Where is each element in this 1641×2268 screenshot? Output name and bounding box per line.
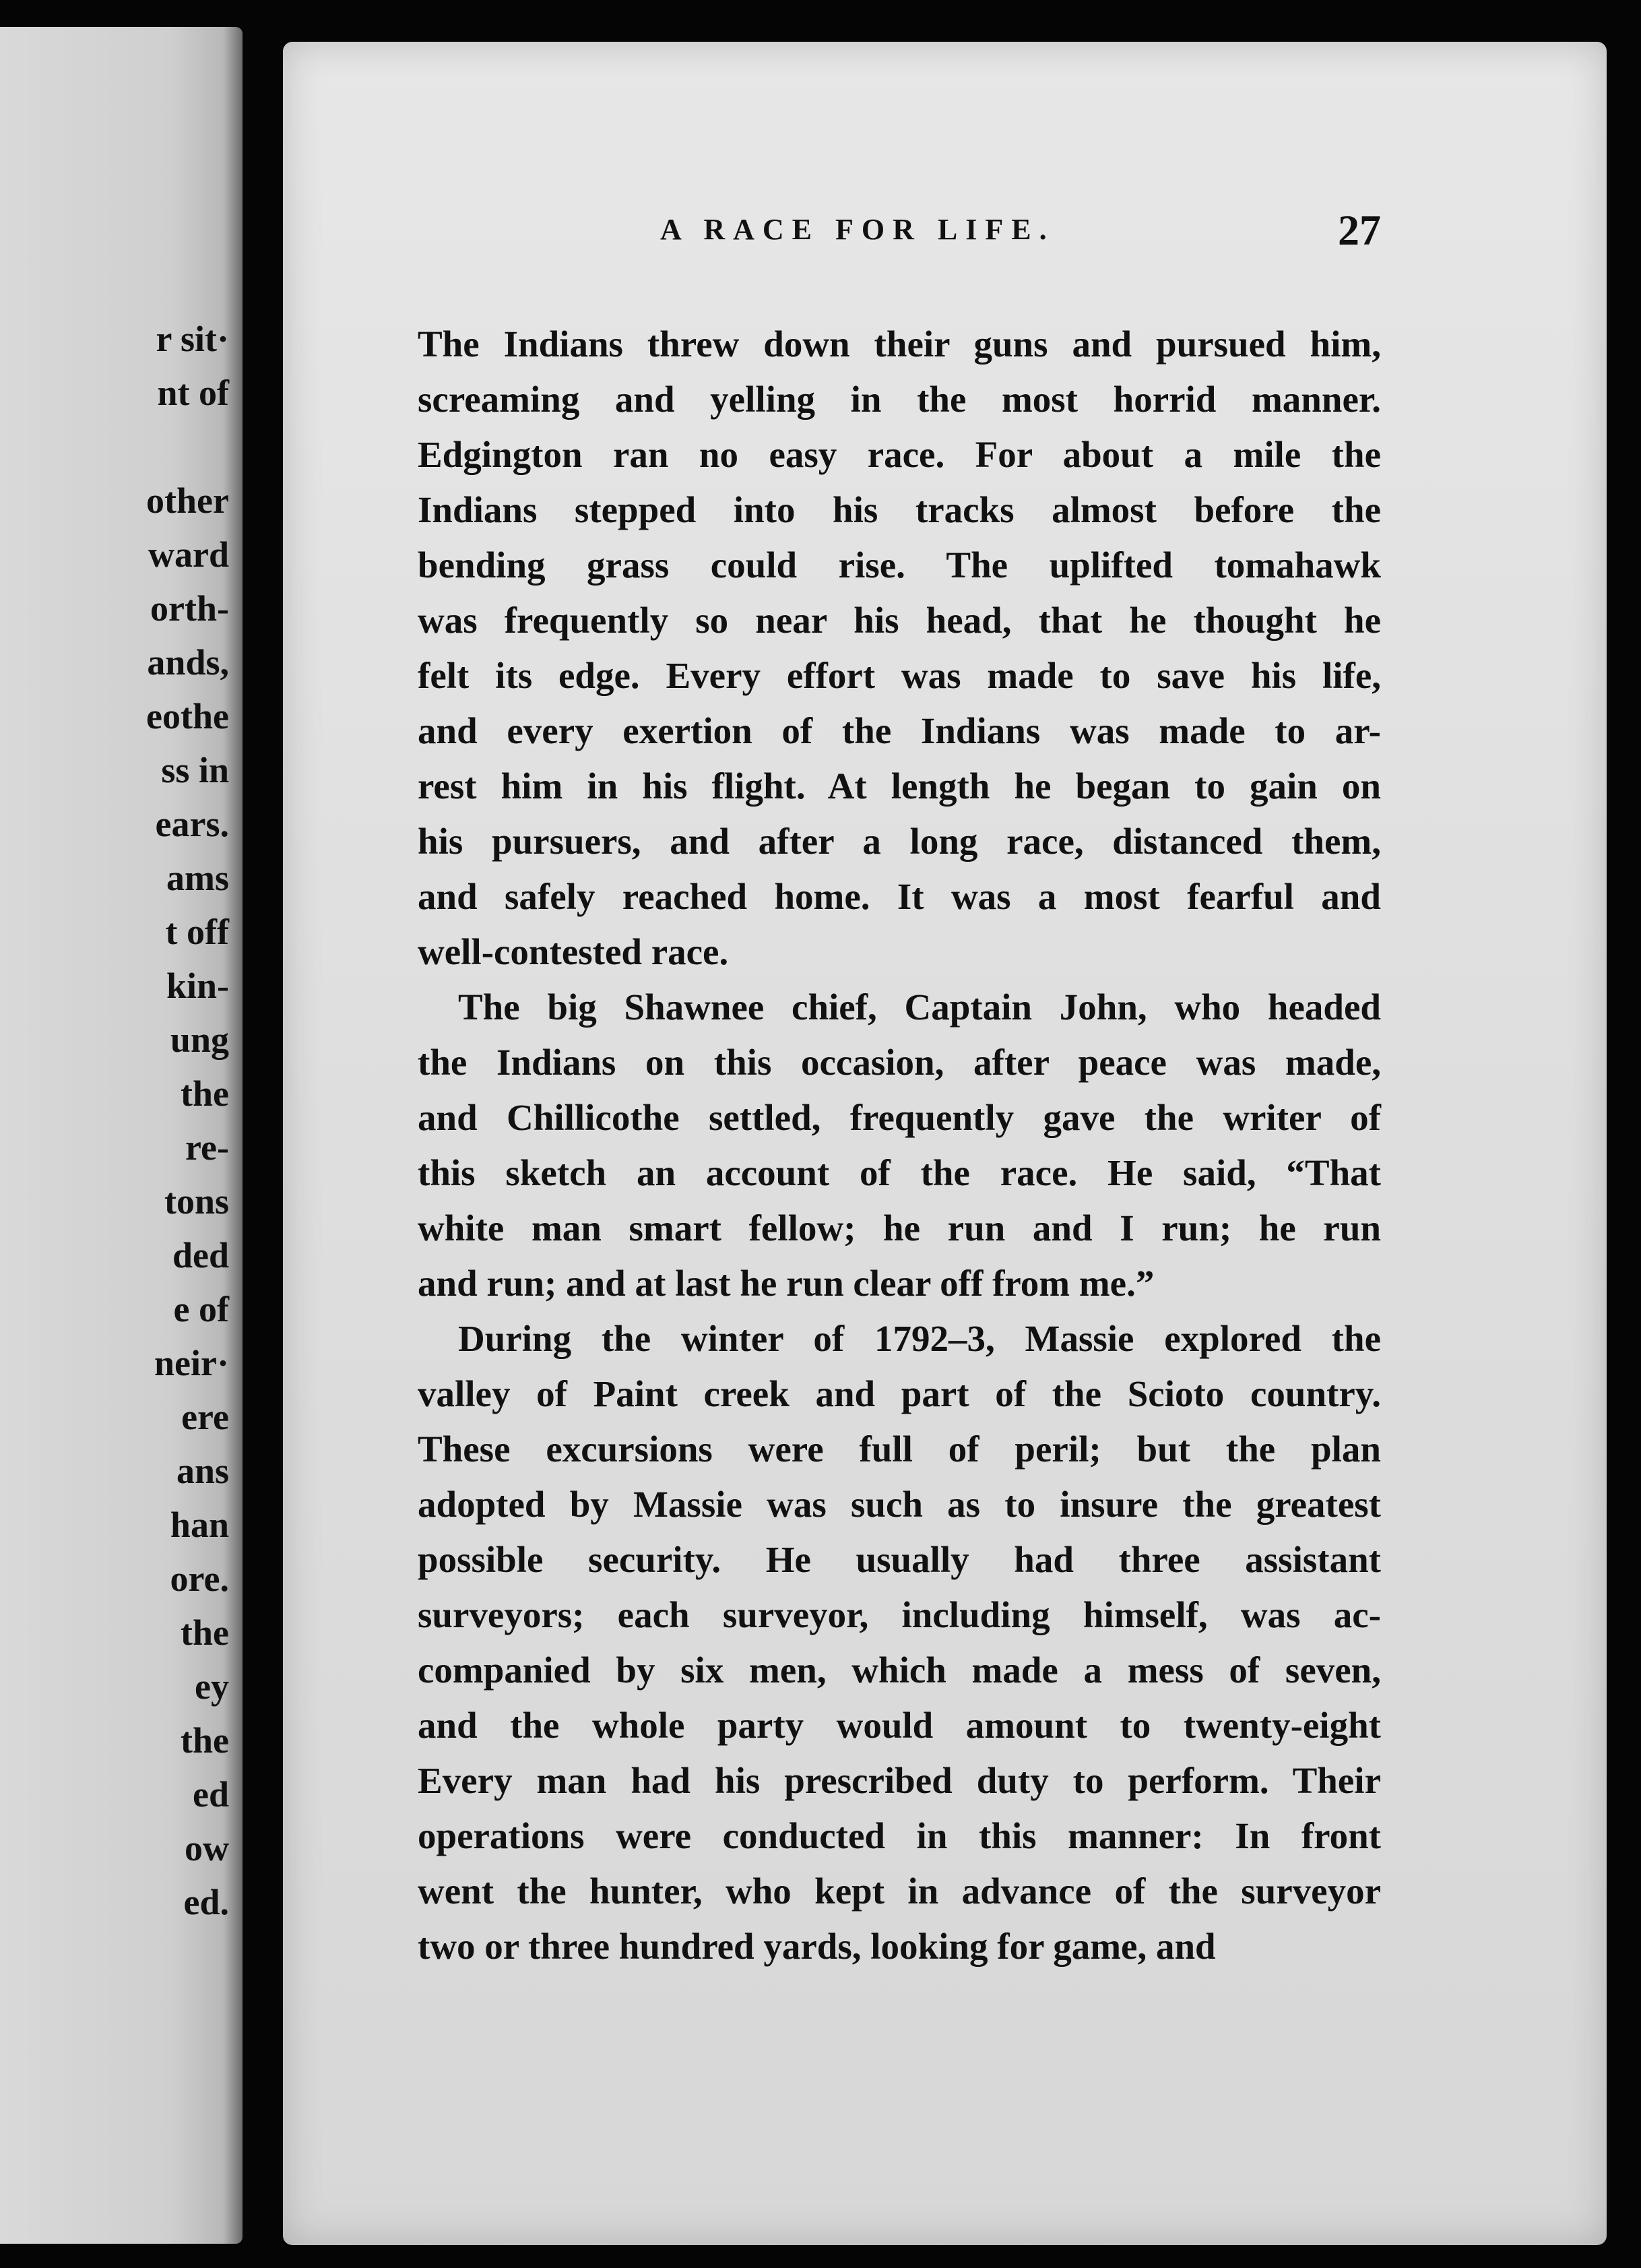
body-text xyxy=(418,317,1381,1974)
facing-page-line: r sit· xyxy=(156,319,229,359)
page-number: 27 xyxy=(1338,206,1381,254)
text-line: bending grass could rise. The uplifted tomahawk xyxy=(418,544,1381,586)
text-line: this sketch an account of the race. He said, “That xyxy=(418,1152,1381,1193)
facing-page-line: t off xyxy=(165,912,229,952)
text-line: and the whole party would amount to twenty-eight xyxy=(418,1705,1381,1746)
text-line: went the hunter, who kept in advance of the surveyor xyxy=(418,1870,1381,1912)
facing-page-line: tons xyxy=(164,1181,229,1222)
text-line: companied by six men, which made a mess of seven, xyxy=(418,1649,1381,1691)
text-line: operations were conducted in this manner: In front xyxy=(418,1815,1381,1856)
facing-page-line: ed xyxy=(193,1774,229,1815)
text-line: These excursions were full of peril; but the plan xyxy=(418,1428,1381,1470)
facing-page-line: ey xyxy=(195,1666,229,1707)
text-line: The Indians threw down their guns and pursued him, xyxy=(418,323,1381,365)
facing-page-line: nt of xyxy=(157,373,229,413)
text-line: was frequently so near his head, that he thought he xyxy=(418,600,1381,641)
text-line: During the winter of 1792–3, Massie explored the xyxy=(458,1318,1381,1359)
facing-page-line: ore. xyxy=(170,1558,229,1599)
facing-page-line: ere xyxy=(181,1397,229,1437)
text-line: two or three hundred yards, looking for game, and xyxy=(418,1926,1216,1967)
facing-page-line: other xyxy=(146,480,229,521)
text-line: and run; and at last he run clear off from me.” xyxy=(418,1263,1155,1304)
text-line: adopted by Massie was such as to insure the greatest xyxy=(418,1484,1381,1525)
facing-page-line: ow xyxy=(185,1828,229,1868)
text-line: the Indians on this occasion, after peace was made, xyxy=(418,1042,1381,1083)
facing-page-line: neir· xyxy=(154,1343,229,1383)
text-line: Edgington ran no easy race. For about a mile the xyxy=(418,434,1381,475)
text-line: well-contested race. xyxy=(418,931,729,972)
facing-page-line: ed. xyxy=(183,1882,229,1922)
facing-page-fragment xyxy=(0,27,243,2244)
text-line: and safely reached home. It was a most fearful and xyxy=(418,876,1381,917)
text-line: and Chillicothe settled, frequently gave the writer of xyxy=(418,1097,1381,1138)
facing-page-line: the xyxy=(181,1720,229,1761)
paragraph xyxy=(418,980,1381,1311)
text-line: The big Shawnee chief, Captain John, who headed xyxy=(458,986,1381,1028)
facing-page-line: han xyxy=(170,1505,229,1545)
text-line: screaming and yelling in the most horrid manner. xyxy=(418,379,1381,420)
facing-page-line: the xyxy=(181,1612,229,1653)
facing-page-line: ded xyxy=(172,1235,229,1275)
facing-page-line: kin- xyxy=(166,966,229,1006)
text-line: felt its edge. Every effort was made to save his life, xyxy=(418,655,1381,696)
running-title: A RACE FOR LIFE. xyxy=(660,213,1055,246)
facing-page-line: ung xyxy=(170,1019,229,1060)
text-line: white man smart fellow; he run and I run; he run xyxy=(418,1207,1381,1249)
facing-page-line: ward xyxy=(148,534,229,575)
text-line: valley of Paint creek and part of the Scioto country. xyxy=(418,1373,1381,1414)
facing-page-line: ss in xyxy=(161,750,229,790)
text-line: Every man had his prescribed duty to perform. Their xyxy=(418,1760,1381,1801)
facing-page-line: ands, xyxy=(147,642,229,683)
text-line: and every exertion of the Indians was made to ar- xyxy=(418,710,1381,751)
facing-page-line: re- xyxy=(185,1127,229,1168)
text-line: Indians stepped into his tracks almost before the xyxy=(418,489,1381,530)
text-line: surveyors; each surveyor, including himself, was ac- xyxy=(418,1594,1381,1635)
text-line: his pursuers, and after a long race, distanced them, xyxy=(418,821,1381,862)
facing-page-line: eothe xyxy=(146,696,229,736)
facing-page-line: e of xyxy=(173,1289,229,1329)
facing-page-line: ears. xyxy=(155,804,229,844)
facing-page-line: the xyxy=(181,1073,229,1114)
running-header xyxy=(377,206,1381,266)
facing-page-line: ams xyxy=(166,858,229,898)
text-line: rest him in his flight. At length he began to gain on xyxy=(418,765,1381,807)
paragraph xyxy=(418,317,1381,980)
facing-page-line: ans xyxy=(176,1451,229,1491)
text-line: possible security. He usually had three assistant xyxy=(418,1539,1381,1580)
facing-page-line: orth- xyxy=(150,588,229,629)
paragraph xyxy=(418,1311,1381,1974)
